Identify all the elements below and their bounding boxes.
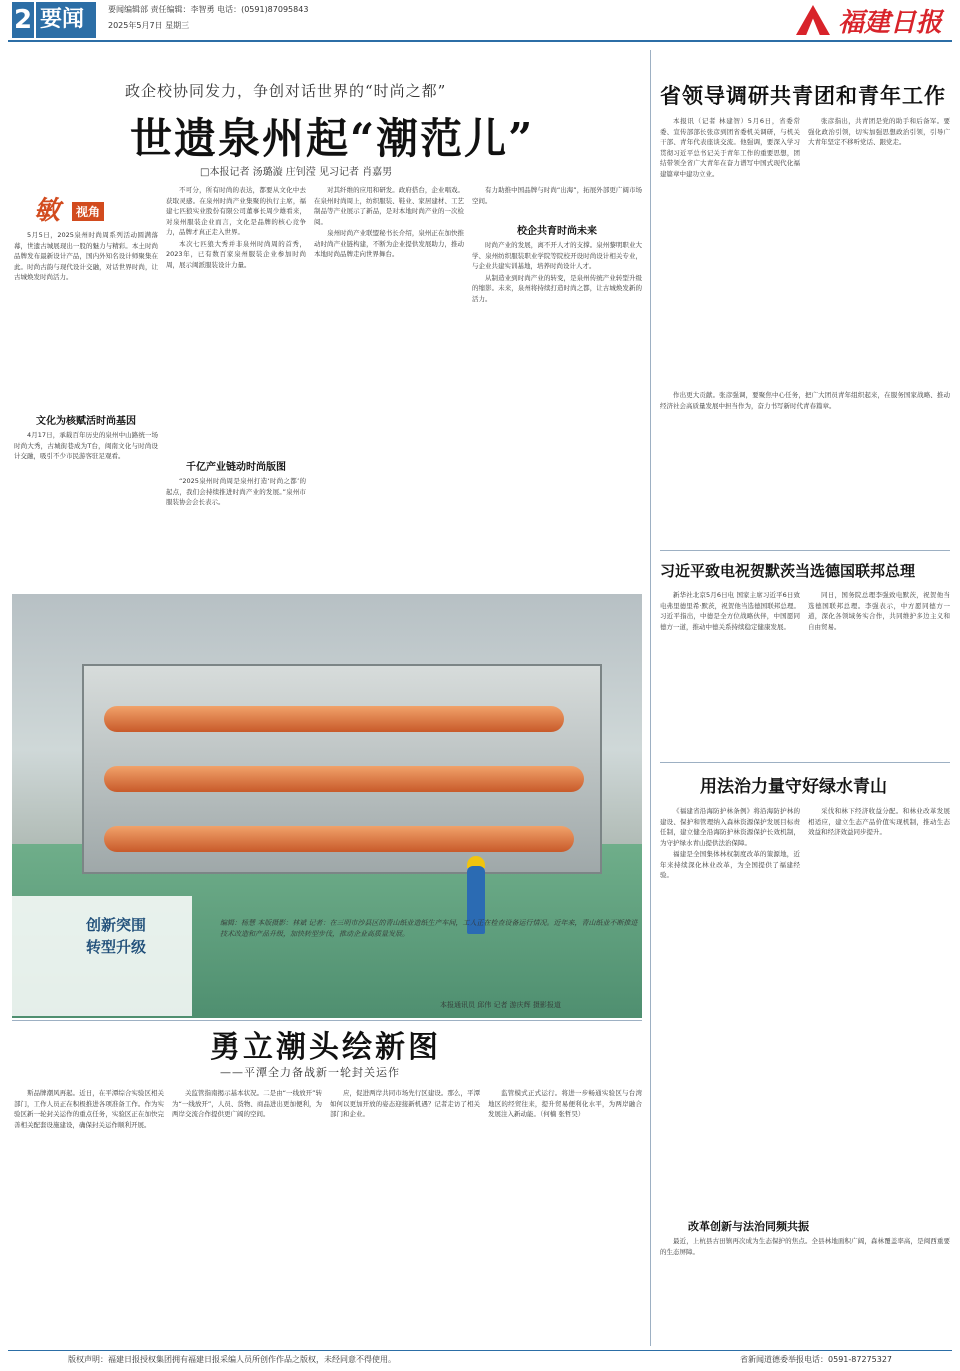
right-headline-1: 省领导调研共青团和青年工作 xyxy=(660,83,946,108)
paragraph: 对其纤维的应用和研发。政府搭台，企业唱戏。在泉州时尚周上，纺织服装、鞋业、家居建材、工艺制品等产业展示了新品，是对本地时尚产业的一次检阅。 xyxy=(314,186,464,226)
paragraph: 泉州时尚产业联盟秘书长介绍，泉州正在加快推动时尚产业链构建，不断为企业提供发展助力，推动本地时尚品牌走向世界舞台。 xyxy=(314,229,464,258)
photo-tag xyxy=(12,896,192,1016)
lead-col-4 xyxy=(472,185,642,225)
lead-col-1 xyxy=(14,230,158,400)
right-headline-3: 用法治力量守好绿水青山 xyxy=(700,777,887,797)
section-label: 要闻 xyxy=(36,2,96,38)
paragraph: 不可分，所有时尚的表达，都要从文化中去获取灵感。在泉州时尚产业集聚的执行主席，福建七匹狼实业股份有限公司董事长周少雄看来，对泉州服装企业而言，文化是品牌的核心竞争力，品牌才真正走入世界。 xyxy=(166,186,306,236)
column-badge xyxy=(34,196,130,224)
paragraph: 《福建省沿海防护林条例》将沿海防护林的建设、保护和管理纳入森林资源保护发展目标责任制，建立健全沿海防护林资源保护长效机制，为守护绿水青山提供法治保障。 xyxy=(660,807,800,847)
paragraph: 本次七匹狼大秀并非泉州时尚周的首秀，2023年，已有数百家泉州服装企业参加时尚周，展示闽派服装设计力量。 xyxy=(166,239,306,269)
page-number: 2 xyxy=(12,2,34,38)
page-footer xyxy=(8,1350,952,1368)
lead-subhead-3: 校企共育时尚未来 xyxy=(517,226,597,237)
right-col-1b xyxy=(808,116,950,386)
photo-credit: 本报通讯员 邱伟 记者 游庆辉 摄影报道 xyxy=(440,1001,561,1009)
roller xyxy=(104,706,564,732)
paragraph: 同日，国务院总理李强致电默茨，祝贺他当选德国联邦总理。李强表示，中方愿同德方一道，深化各领域务实合作，共同维护多边主义和自由贸易。 xyxy=(808,591,950,631)
column-divider xyxy=(650,50,651,1346)
photo-tag-line: 创新突围 xyxy=(86,916,147,934)
divider xyxy=(660,550,950,551)
lead-subhead-1: 文化为核赋活时尚基因 xyxy=(36,416,136,427)
badge-char: 敏 xyxy=(34,196,61,226)
paragraph: 关监管指南揭示基本状况。二是由“一线放开”转为“一线放开”，人员、货物、商品进出更加便利，为两岸交流合作提供更广阔的空间。 xyxy=(172,1089,322,1118)
photo-tag-line: 转型升级 xyxy=(86,938,147,956)
paragraph: 采伐和林下经济收益分配。和林业改革发展相适应，建立生态产品价值实现机制，推动生态效益和经济效益同步提升。 xyxy=(808,807,950,836)
paragraph: 福建是全国集体林权制度改革的策源地，近年来持续深化林业改革，为全国提供了福建经验。 xyxy=(660,850,800,879)
bottom-col-2 xyxy=(172,1088,322,1343)
roller xyxy=(104,826,574,852)
bottom-col-1 xyxy=(14,1088,164,1343)
issue-date: 2025年5月7日 星期三 xyxy=(108,21,190,30)
editors-line: 要闻编辑部 责任编辑：李智勇 电话：(0591)87095843 xyxy=(108,5,309,14)
lead-headline: 世遗泉州起“潮范儿” xyxy=(130,114,535,163)
lead-col-2c xyxy=(166,476,306,586)
lead-byline: □本报记者 汤璐漩 庄钊滢 见习记者 肖嘉男 xyxy=(200,167,393,178)
divider xyxy=(660,762,950,763)
paper-machine xyxy=(82,664,602,874)
right-col-1a xyxy=(660,116,800,386)
paragraph: 最近，上杭县古田镇再次成为生态保护的焦点。全县林地面积广阔，森林覆盖率高，是闽西重要的生态屏障。 xyxy=(660,1237,950,1256)
paragraph: 5月5日，2025泉州时尚周系列活动圆满落幕，世遗古城展现出一股的魅力与精彩。本土时尚品牌发布最新设计产品，国内外知名设计师聚集在此。时尚古韵与现代设计交融，对话世界时尚，让古城焕发时尚活力。 xyxy=(14,231,158,281)
paragraph: 作出更大贡献。张彦强调，要聚焦中心任务，把广大团员青年组织起来，在服务国家战略、推动经济社会高质量发展中担当作为，奋力书写新时代青春篇章。 xyxy=(660,391,950,410)
paragraph: 监管模式正式运行。将进一步畅通实验区与台湾地区的经贸往来，提升贸易便利化水平，为两岸融合发展注入新动能。（何楠 张哲昊） xyxy=(488,1089,642,1118)
right-col-3a xyxy=(660,806,800,1206)
masthead-logo-icon xyxy=(796,5,830,35)
paragraph: 张彦指出，共青团是党的助手和后备军。要强化政治引领，切实加强思想政治引领，引导广大青年坚定不移听党话、跟党走。 xyxy=(808,117,950,146)
paragraph: 时尚产业的发展，离不开人才的支撑。泉州黎明职业大学、泉州纺织服装职业学院等院校开设时尚设计相关专业，与企业共建实训基地，培养时尚设计人才。 xyxy=(472,241,642,270)
lead-col-3 xyxy=(314,185,464,585)
paragraph: 应，促进两岸共同市场先行区建设。那么，平潭如何以更加开放的姿态迎接新机遇？记者走访了相关部门和企业。 xyxy=(330,1089,480,1118)
page-header xyxy=(8,0,952,42)
paragraph: 有力助推中国品牌与时尚“出海”，拓展外部更广阔市场空间。 xyxy=(472,186,642,205)
right-headline-2: 习近平致电祝贺默茨当选德国联邦总理 xyxy=(660,562,916,580)
bottom-col-3 xyxy=(330,1088,480,1343)
report-hotline: 省新闻道德委举报电话：0591-87275327 xyxy=(740,1355,892,1364)
bottom-headline: 勇立潮头绘新图 xyxy=(210,1030,441,1065)
lead-kicker: 政企校协同发力，争创对话世界的“时尚之都” xyxy=(125,82,447,100)
bottom-subtitle: ——平潭全力备战新一轮封关运作 xyxy=(220,1066,400,1079)
right-col-3b xyxy=(808,806,950,1206)
masthead xyxy=(796,2,942,38)
paragraph: “2025泉州时尚周是泉州打造‘时尚之都’的起点，我们会持续推进时尚产业的发展。”泉州市服装协会会长表示。 xyxy=(166,477,306,506)
roller xyxy=(104,766,584,792)
photo-tag-text xyxy=(86,914,146,958)
divider xyxy=(12,1020,642,1021)
lead-col-2 xyxy=(166,185,306,445)
bottom-col-4 xyxy=(488,1088,642,1343)
paragraph: 新华社北京5月6日电 国家主席习近平6日致电弗里德里希·默茨，祝贺他当选德国联邦总理。习近平指出，中德是全方位战略伙伴，中国愿同德方一道，推动中德关系持续稳定健康发展。 xyxy=(660,591,800,631)
right-subhead-3: 改革创新与法治同频共振 xyxy=(688,1220,809,1233)
badge-label: 视角 xyxy=(72,202,104,221)
copyright-notice: 版权声明：福建日报授权集团拥有福建日报采编人员所创作作品之版权，未经同意不得使用。 xyxy=(68,1355,396,1364)
photo-caption: 编辑：杨慧 本版摄影：林斌 记者：在三明市沙县区的青山纸业造纸生产车间，工人正在检查设备运行情况。近年来，青山纸业不断推进技术改造和产品升级，加快转型步伐，推动企业高质量发展。 xyxy=(220,919,638,938)
right-col-1c xyxy=(660,390,950,540)
masthead-title: 福建日报 xyxy=(837,7,942,38)
paragraph: 从制造业到时尚产业的转变，是泉州传统产业转型升级的缩影。未来，泉州将持续打造时尚之都，让古城焕发新的活力。 xyxy=(472,273,642,303)
lead-col-1b xyxy=(14,430,158,580)
lead-subhead-2: 千亿产业链动时尚版图 xyxy=(186,462,286,473)
right-col-2a xyxy=(660,590,800,755)
paragraph: 本报讯（记者 林建智）5月6日，省委常委、宣传部部长张彦到团省委机关调研，与机关干部、青年代表座谈交流。他强调，要深入学习贯彻习近平总书记关于青年工作的重要思想，团结带领全省广大青年在奋力谱写中国式现代化福建篇章中建功立业。 xyxy=(660,117,800,178)
right-col-3d xyxy=(660,1236,950,1344)
paragraph: 4月17日，承载百年历史的泉州中山路统一场时尚大秀，古城街巷成为T台，闽南文化与时尚设计交融，吸引不少市民游客驻足观看。 xyxy=(14,431,158,460)
paragraph: 斯品牌潮风再起。近日，在平潭综合实验区相关部门，工作人员正在积极推进各项准备工作。作为实验区新一轮封关运作的重点任务，实验区正在加快完善相关配套设施建设，确保封关运作顺利开展。 xyxy=(14,1089,164,1129)
lead-col-4b xyxy=(472,240,642,580)
right-col-2b xyxy=(808,590,950,755)
